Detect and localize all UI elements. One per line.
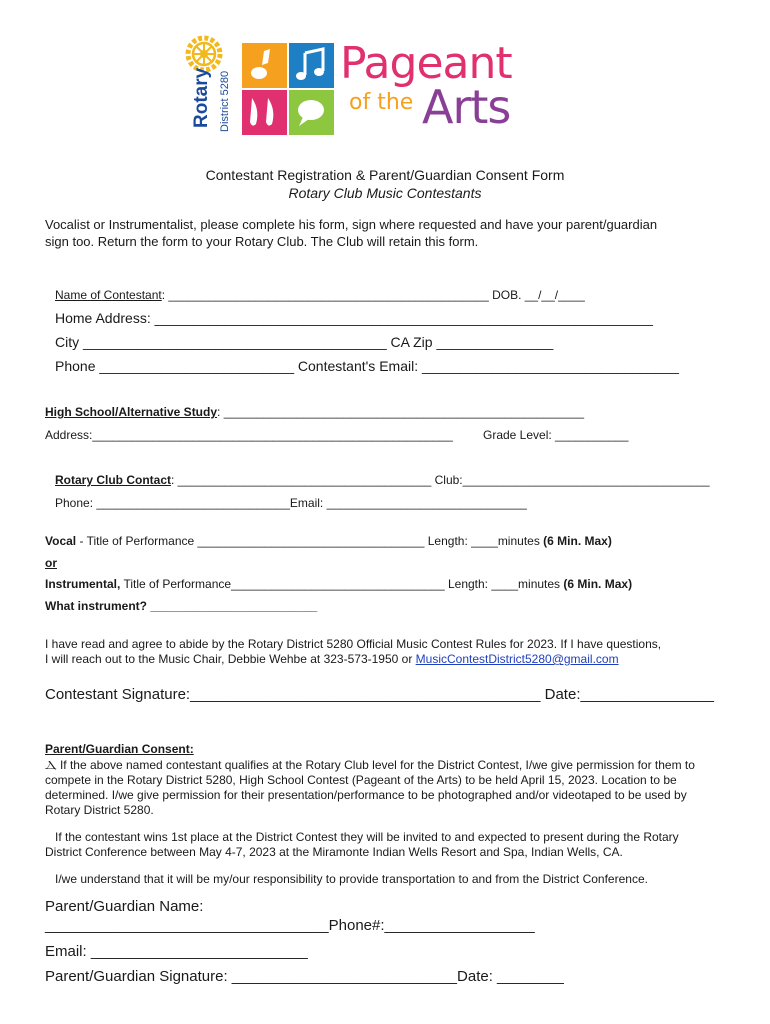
art-tile-paint (242, 43, 287, 88)
guardian-email-field[interactable]: Email: __________________________ (45, 943, 308, 960)
vocal-label: Vocal (45, 534, 77, 548)
grade-level-field[interactable]: Grade Level: ___________ (483, 428, 629, 442)
consent-p1-line-2: compete in the Rotary District 5280, High School Contest (Pageant of the Arts) to be held April 15, 2023. Location to be (45, 773, 677, 787)
rotary-wordmark: Rotary (191, 67, 212, 128)
instrumental-title-field[interactable]: Title of Performance________________________________ Length: ____minutes (120, 577, 564, 591)
guardian-name-phone-field[interactable]: __________________________________Phone#:__________________ (45, 917, 535, 934)
what-instrument-field[interactable]: What instrument? _________________________ (45, 599, 318, 613)
instrumental-max-note: (6 Min. Max) (563, 577, 633, 591)
district-wordmark: District 5280 (219, 70, 231, 132)
agreement-line-2-text: I will reach out to the Music Chair, Debbie Wehbe at 323-573-1950 or (45, 652, 416, 666)
paintbrush-icon (242, 43, 287, 88)
rotary-club-contact-label: Rotary Club Contact (55, 473, 172, 487)
club-phone-email-field[interactable]: Phone: _____________________________Email: ______________________________ (55, 496, 527, 510)
form-title: Contestant Registration & Parent/Guardian Consent Form (205, 167, 565, 183)
instrumental-row (45, 577, 632, 591)
music-contest-email-link[interactable]: MusicContestDistrict5280@gmail.com (415, 652, 619, 666)
instrumental-label: Instrumental, (45, 577, 121, 591)
art-tile-dance (242, 90, 287, 135)
high-school-label: High School/Alternative Study (45, 405, 218, 419)
high-school-field[interactable]: : ______________________________________________________ (217, 405, 585, 419)
of-the-wordmark: of the (349, 90, 414, 115)
school-address-field[interactable]: Address:______________________________________________________ (45, 428, 453, 442)
ballet-shoes-icon (242, 90, 287, 135)
agreement-line-2 (45, 652, 619, 666)
art-tile-music (289, 43, 334, 88)
consent-p1-line-4: Rotary District 5280. (45, 803, 154, 817)
home-address-field[interactable]: Home Address: ________________________________________________________________ (55, 310, 653, 326)
name-of-contestant-label: Name of Contestant (55, 288, 162, 302)
speech-bubble-icon (289, 90, 334, 135)
music-note-icon (289, 43, 334, 88)
or-label: or (45, 556, 57, 570)
rotary-club-field[interactable]: : ______________________________________ Club:_____________________________________ (171, 473, 710, 487)
guardian-signature-field[interactable]: Parent/Guardian Signature: ___________________________Date: ________ (45, 968, 564, 985)
rotary-club-row (55, 473, 710, 487)
phone-email-field[interactable]: Phone _________________________ Contestant's Email: _________________________________ (55, 358, 679, 374)
consent-p3: I/we understand that it will be my/our responsibility to provide transportation to and from the District Conference. (45, 872, 648, 886)
name-dob-row (55, 288, 585, 302)
form-subtitle: Rotary Club Music Contestants (288, 185, 482, 201)
pageant-wordmark: Pageant (340, 38, 512, 89)
consent-p1-line-1: Ⲇ If the above named contestant qualifies at the Rotary Club level for the District Contest, I/we give permission for them to (45, 758, 695, 772)
consent-p2-line-2: District Conference between May 4-7, 2023 at the Miramonte Indian Wells Resort and Spa, Indian Wells, CA. (45, 845, 623, 859)
arts-wordmark: Arts (422, 80, 511, 134)
intro-line-2: sign too. Return the form to your Rotary Club. The Club will retain this form. (45, 234, 479, 249)
consent-p1-line-3: determined. I/we give permission for their presentation/performance to be photographed and/or videotaped to be used by (45, 788, 687, 802)
contestant-signature-field[interactable]: Contestant Signature:__________________________________________ Date:________________ (45, 686, 714, 703)
high-school-row (45, 405, 584, 419)
name-dob-field[interactable]: : ________________________________________________ DOB. __/__/____ (161, 288, 585, 302)
intro-line-1: Vocalist or Instrumentalist, please complete his form, sign where requested and have your parent/guardian (45, 217, 658, 232)
consent-p2-line-1: If the contestant wins 1st place at the District Contest they will be invited to and expected to present during the Rotary (45, 830, 679, 844)
vocal-max-note: (6 Min. Max) (543, 534, 612, 548)
city-zip-field[interactable]: City _______________________________________ CA Zip _______________ (55, 334, 554, 350)
art-tile-speech (289, 90, 334, 135)
guardian-name-label: Parent/Guardian Name: (45, 898, 204, 915)
vocal-title-field[interactable]: - Title of Performance __________________________________ Length: ____minutes (76, 534, 544, 548)
vocal-row (45, 534, 612, 548)
agreement-line-1: I have read and agree to abide by the Rotary District 5280 Official Music Contest Rules for 2023. If I have questions, (45, 637, 662, 651)
consent-heading: Parent/Guardian Consent: (45, 742, 194, 756)
